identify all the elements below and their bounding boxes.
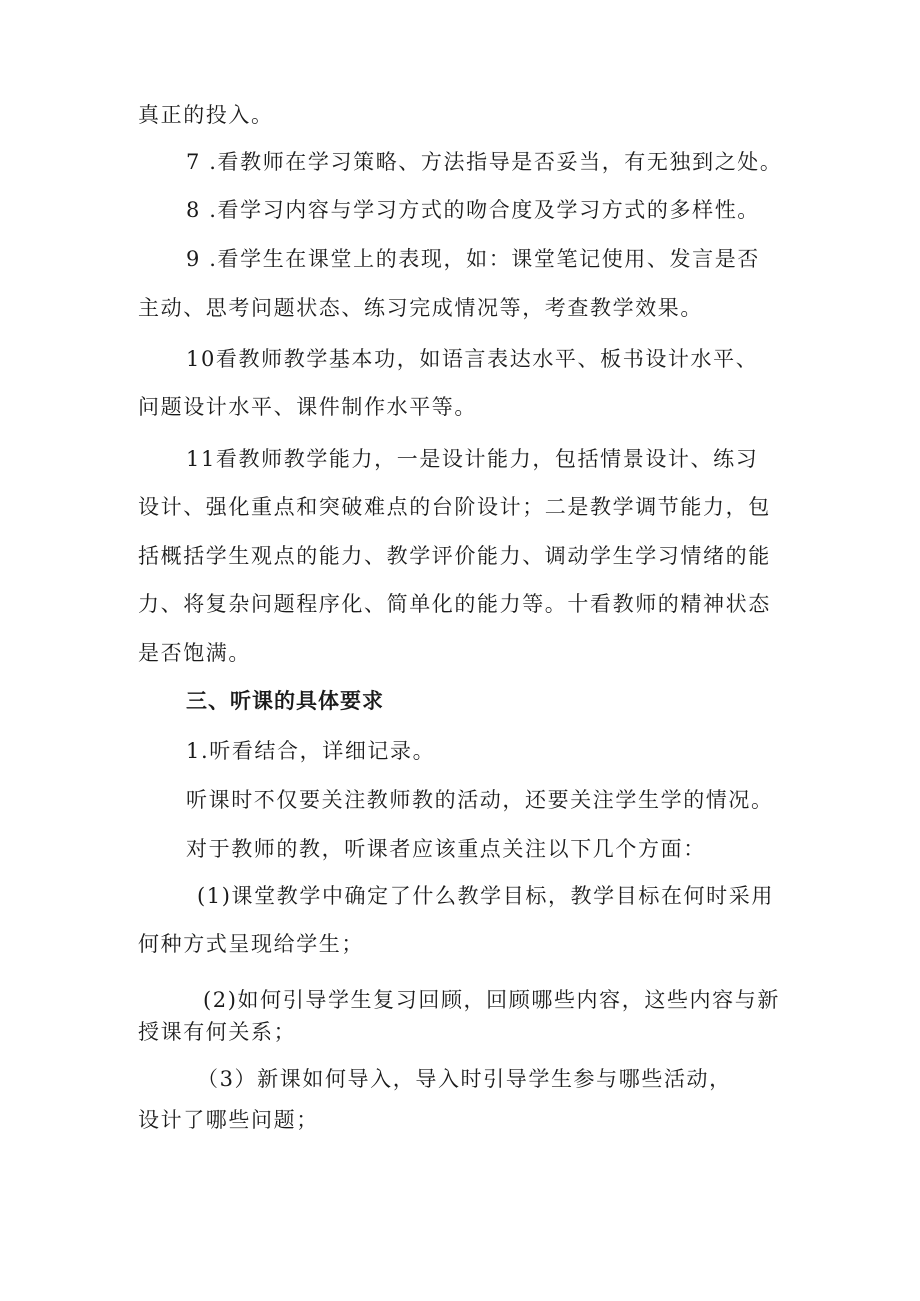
- item-7: 7 .看教师在学习策略、方法指导是否妥当，有无独到之处。: [186, 150, 783, 174]
- point-2-line-2: 授课有何关系；: [138, 1020, 297, 1044]
- item-11-line-3: 括概括学生观点的能力、教学评价能力、调动学生学习情绪的能: [138, 544, 771, 568]
- point-2-line-1: (2)如何引导学生复习回顾，回顾哪些内容，这些内容与新: [203, 988, 780, 1012]
- point-1-line-1: (1)课堂教学中确定了什么教学目标，教学目标在何时采用: [197, 884, 774, 908]
- item-11-line-2: 设计、强化重点和突破难点的台阶设计；二是教学调节能力，包: [138, 495, 771, 519]
- item-9-line-1: 9 .看学生在课堂上的表现，如：课堂笔记使用、发言是否: [186, 247, 760, 271]
- item-10-line-1: 10看教师教学基本功，如语言表达水平、板书设计水平、: [186, 347, 759, 371]
- paragraph-listening: 听课时不仅要关注教师教的活动，还要关注学生学的情况。: [186, 788, 774, 812]
- point-3-line-1: （3）新课如何导入，导入时引导学生参与哪些活动，: [197, 1067, 732, 1091]
- item-9-line-2: 主动、思考问题状态、练习完成情况等，考查教学效果。: [138, 296, 703, 320]
- item-8: 8 .看学习内容与学习方式的吻合度及学习方式的多样性。: [186, 198, 760, 222]
- section-heading: 三、听课的具体要求: [186, 689, 384, 713]
- paragraph-teacher-focus: 对于教师的教，听课者应该重点关注以下几个方面：: [186, 837, 706, 861]
- point-1-line-2: 何种方式呈现给学生；: [138, 932, 364, 956]
- item-11-line-5: 是否饱满。: [138, 641, 251, 665]
- item-11-line-1: 11看教师教学能力，一是设计能力，包括情景设计、练习: [186, 447, 759, 471]
- item-11-line-4: 力、将复杂问题程序化、简单化的能力等。十看教师的精神状态: [138, 592, 771, 616]
- item-10-line-2: 问题设计水平、课件制作水平等。: [138, 395, 477, 419]
- text-line-1: 真正的投入。: [138, 103, 274, 127]
- subsection-1: 1.听看结合，详细记录。: [186, 739, 436, 763]
- point-3-line-2: 设计了哪些问题；: [138, 1108, 319, 1132]
